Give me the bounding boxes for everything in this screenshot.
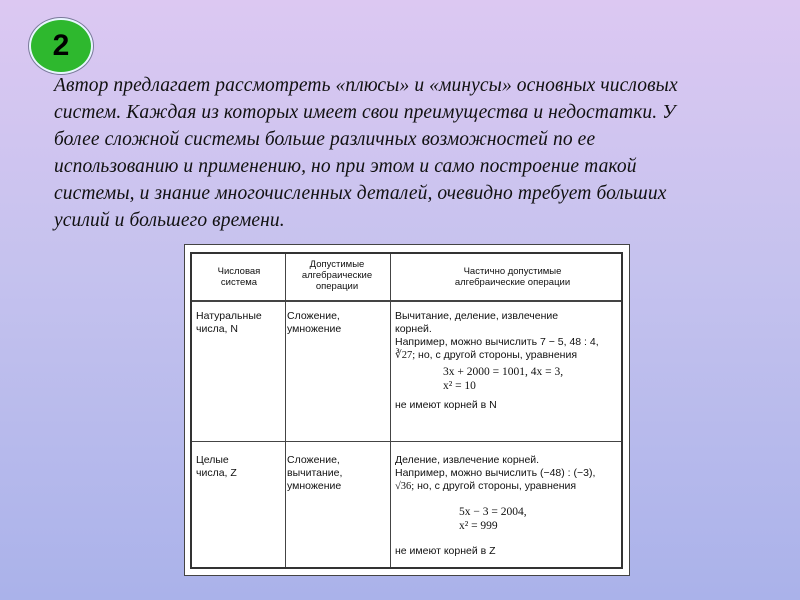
- paragraph-line: использованию и применению, но при этом и само построение такой: [54, 156, 637, 177]
- paragraph-line: систем. Каждая из которых имеет свои преимущества и недостатки. У: [54, 102, 676, 123]
- square-root-36: √36;: [395, 481, 415, 492]
- row2-system: Целые числа, Z: [196, 454, 237, 479]
- row2-allowed: Сложение, вычитание, умножение: [287, 454, 343, 492]
- paragraph-line: системы, и знание многочисленных деталей, очевидно требует больших: [54, 183, 667, 204]
- row-divider: [192, 441, 621, 442]
- paragraph-line: Автор предлагает рассмотреть «плюсы» и «минусы» основных числовых: [54, 75, 678, 96]
- row1-allowed: Сложение, умножение: [287, 310, 342, 335]
- paragraph-line: усилий и большего времени.: [54, 210, 285, 231]
- number-systems-table: [190, 252, 623, 569]
- header-allowed-operations: Допустимые алгебраические операции: [301, 259, 373, 292]
- row1-partial: Вычитание, деление, извлечение корней. Например, можно вычислить 7 − 5, 48 : 4, ∛27; но, с другой стороны, уравнения 3x + 2000 = 1001, 4x = 3, x² = 10 не имеют корней в N: [395, 310, 599, 411]
- header-partial-operations: Частично допустимые алгебраические операции: [454, 266, 571, 288]
- row1-system: Натуральные числа, N: [196, 310, 262, 335]
- intro-paragraph: [54, 72, 774, 234]
- row2-partial: Деление, извлечение корней. Например, можно вычислить (−48) : (−3), √36; но, с другой стороны, уравнения 5x − 3 = 2004, x² = 999 не имеют корней в Z: [395, 454, 596, 557]
- header-number-system: Числовая система: [217, 266, 261, 288]
- cube-root-27: ∛27;: [395, 350, 416, 361]
- number-systems-table-image: [184, 244, 630, 576]
- paragraph-line: более сложной системы больше различных возможностей по ее: [54, 129, 596, 150]
- slide-number-badge: 2: [29, 18, 93, 74]
- header-divider: [192, 300, 621, 302]
